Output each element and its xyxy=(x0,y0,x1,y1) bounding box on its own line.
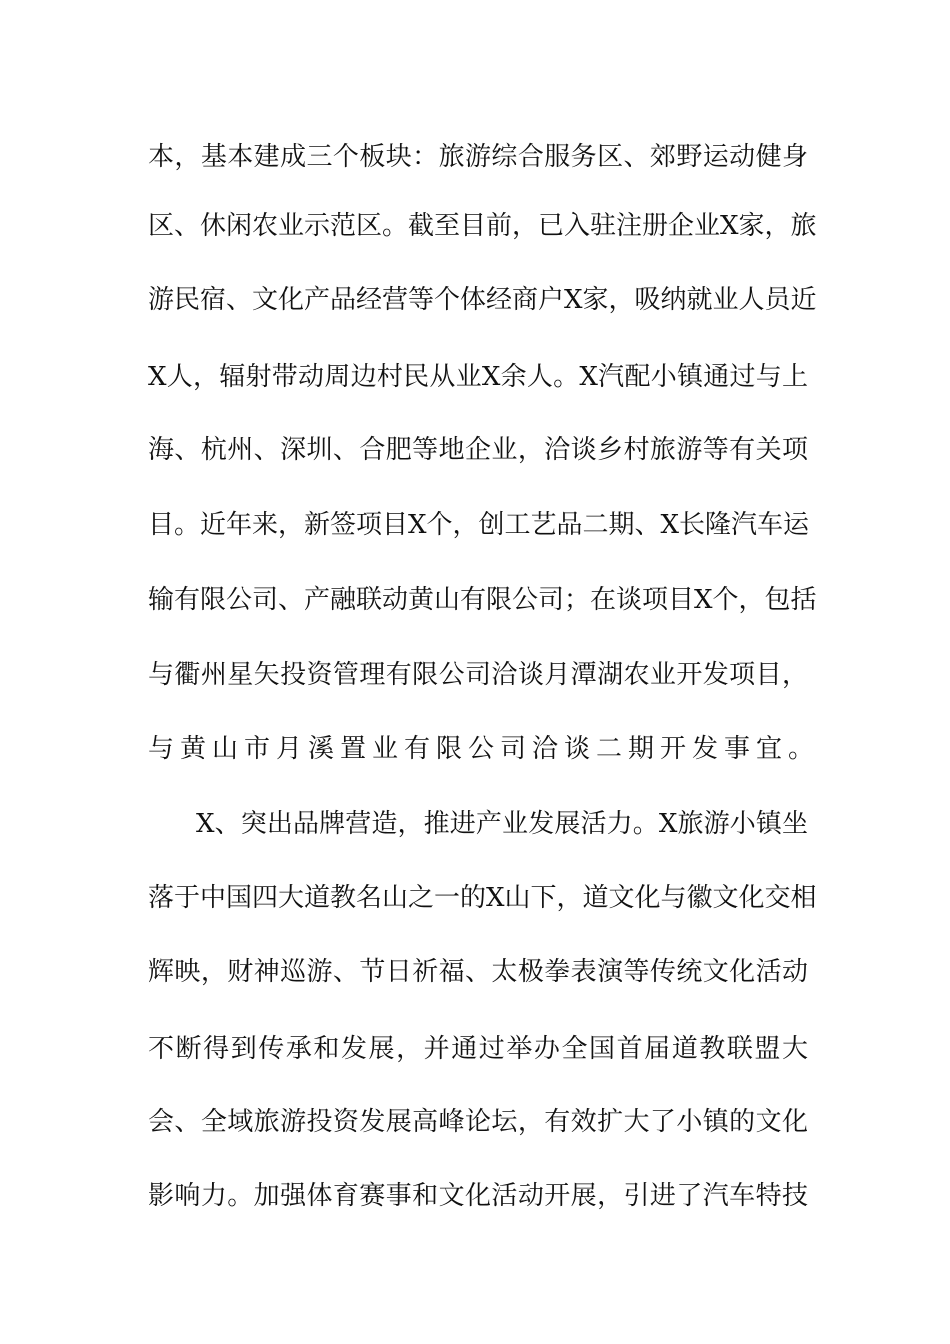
text-line: 输有限公司、产融联动黄山有限公司；在谈项目X个，包括 xyxy=(148,585,817,615)
text-line: 落于中国四大道教名山之一的X山下，道文化与徽文化交相 xyxy=(148,883,817,913)
text-line: 不断得到传承和发展，并通过举办全国首届道教联盟大 xyxy=(148,1034,808,1064)
text-line: 本，基本建成三个板块：旅游综合服务区、郊野运动健身 xyxy=(148,142,808,172)
text-line: 与衢州星矢投资管理有限公司洽谈月潭湖农业开发项目， xyxy=(148,660,808,690)
text-line: 游民宿、文化产品经营等个体经商户X家，吸纳就业人员近 xyxy=(148,285,817,315)
text-line: 会、全域旅游投资发展高峰论坛，有效扩大了小镇的文化 xyxy=(148,1107,808,1137)
text-line: 目。近年来，新签项目X个，创工艺品二期、X长隆汽车运 xyxy=(148,510,810,540)
text-line: 辉映，财神巡游、节日祈福、太极拳表演等传统文化活动 xyxy=(148,957,808,987)
text-line: X、突出品牌营造，推进产业发展活力。X旅游小镇坐 xyxy=(196,809,808,839)
text-line: 区、休闲农业示范区。截至目前，已入驻注册企业X家，旅 xyxy=(148,211,817,241)
text-line: X人，辐射带动周边村民从业X余人。X汽配小镇通过与上 xyxy=(148,362,808,392)
text-line: 海、杭州、深圳、合肥等地企业，洽谈乡村旅游等有关项 xyxy=(148,435,808,465)
text-line: 与黄山市月溪置业有限公司洽谈二期开发事宜。 xyxy=(148,734,821,764)
text-line: 影响力。加强体育赛事和文化活动开展，引进了汽车特技 xyxy=(148,1181,808,1211)
